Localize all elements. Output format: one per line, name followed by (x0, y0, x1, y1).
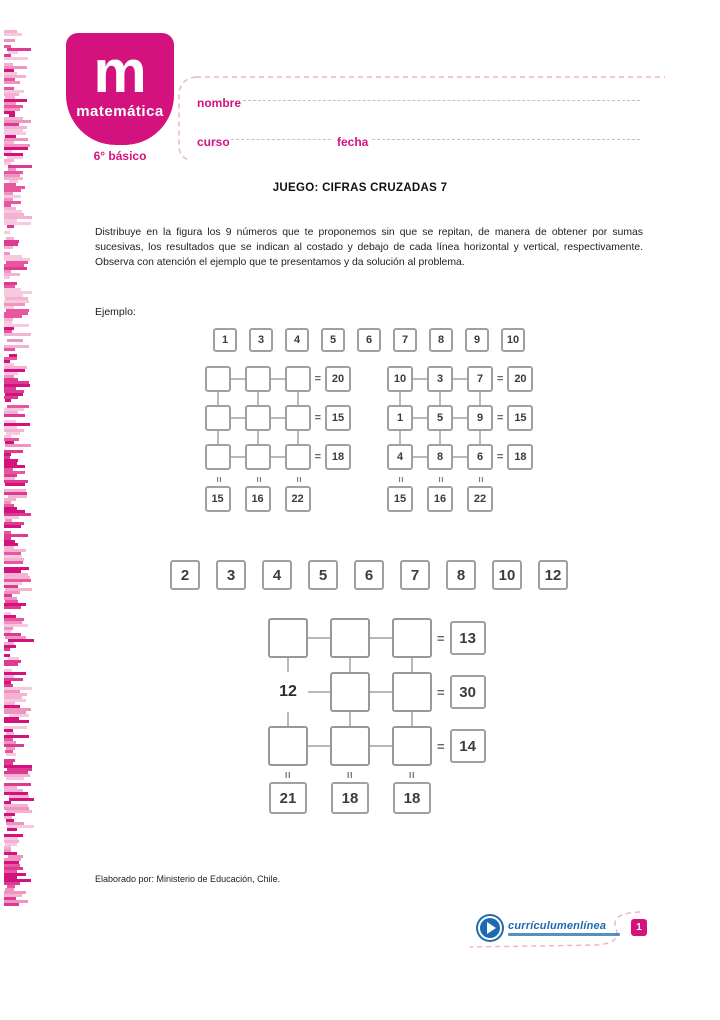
page-title: JUEGO: CIFRAS CRUZADAS 7 (272, 182, 448, 194)
grid-cell-empty (245, 444, 271, 470)
page-number: 1 (631, 919, 647, 936)
number-tile: 10 (501, 328, 525, 352)
connector (453, 417, 467, 419)
number-tile: 10 (492, 560, 522, 590)
column-equals-sign: = (474, 476, 486, 482)
grid-cell-empty (205, 405, 231, 431)
connector (271, 378, 285, 380)
col-result: 22 (467, 486, 493, 512)
answer-cell-empty (268, 618, 308, 658)
connector (308, 637, 330, 639)
col-result: 15 (387, 486, 413, 512)
number-tile: 6 (354, 560, 384, 590)
row-result: 14 (450, 729, 486, 763)
date-label: fecha (337, 135, 369, 149)
equals-sign: = (497, 412, 504, 424)
grid-cell: 1 (387, 405, 413, 431)
row-result: 30 (450, 675, 486, 709)
instructions-text: Distribuye en la figura los 9 números que te proponemos sin que se repitan, de manera de obtener por sumas sucesivas, los resultados que se indican al costado y debajo de cada línea horizontal y vertical, respectivamente. Observa con atención el ejemplo que te presentamos y da solución al problema. (95, 227, 643, 268)
column-equals-row (387, 472, 533, 486)
row-result: 13 (450, 621, 486, 655)
column-equals-sign: = (342, 771, 357, 779)
number-tile: 7 (400, 560, 430, 590)
answer-cell-empty (392, 726, 432, 766)
connector-row (387, 392, 533, 405)
answer-cell-empty (392, 618, 432, 658)
credit-text: Elaborado por: Ministerio de Educación, Chile. (95, 874, 281, 884)
number-tile: 6 (357, 328, 381, 352)
number-tile: 3 (249, 328, 273, 352)
grid-cell: 5 (427, 405, 453, 431)
grid-cell: 7 (467, 366, 493, 392)
connector (231, 417, 245, 419)
answer-cell-empty (392, 672, 432, 712)
grid-cell: 8 (427, 444, 453, 470)
column-equals-sign: = (280, 771, 295, 779)
row-result: 20 (507, 366, 533, 392)
number-tile: 8 (429, 328, 453, 352)
column-equals-sign: = (404, 771, 419, 779)
course-write-line (231, 138, 331, 140)
col-result: 18 (331, 782, 369, 814)
equals-sign: = (437, 738, 445, 754)
equals-sign: = (314, 451, 321, 463)
course-label: curso (197, 135, 230, 149)
connector (413, 417, 427, 419)
number-tile: 3 (216, 560, 246, 590)
number-tile: 4 (285, 328, 309, 352)
name-label: nombre (197, 96, 242, 110)
connector (271, 417, 285, 419)
connector (308, 691, 330, 693)
example-number-row (95, 328, 643, 352)
number-tile: 7 (393, 328, 417, 352)
logo-text: currículumenlínea (508, 920, 607, 932)
connector (370, 691, 392, 693)
number-tile: 5 (321, 328, 345, 352)
connector (231, 456, 245, 458)
column-equals-row (205, 472, 351, 486)
grid-cell: 4 (387, 444, 413, 470)
column-equals-sign: = (394, 476, 406, 482)
column-equals-sign: = (252, 476, 264, 482)
column-equals-sign: = (434, 476, 446, 482)
row-result: 18 (507, 444, 533, 470)
grid-cell-empty (245, 366, 271, 392)
curriculum-en-linea-logo (478, 916, 620, 940)
grid-cell-empty (285, 405, 311, 431)
grid-cell: 6 (467, 444, 493, 470)
number-tile: 1 (213, 328, 237, 352)
col-result: 16 (427, 486, 453, 512)
grade-label: 6° básico (93, 149, 147, 163)
equals-sign: = (497, 373, 504, 385)
grid-cell-empty (205, 444, 231, 470)
math-logo-badge (66, 33, 174, 145)
grid-cell: 9 (467, 405, 493, 431)
connector-row (268, 658, 486, 672)
decorative-edge-pattern (4, 30, 34, 910)
connector (370, 637, 392, 639)
connector (231, 378, 245, 380)
number-tile: 9 (465, 328, 489, 352)
row-result: 15 (507, 405, 533, 431)
connector (413, 378, 427, 380)
number-tile: 2 (170, 560, 200, 590)
example-solved-grid (387, 366, 533, 512)
connector-row (268, 712, 486, 726)
example-empty-grid (205, 366, 351, 512)
col-result: 16 (245, 486, 271, 512)
connector-row (205, 392, 351, 405)
logo-underline (508, 933, 620, 936)
answer-cell-empty (268, 726, 308, 766)
number-tile: 8 (446, 560, 476, 590)
connector-row (387, 431, 533, 444)
play-icon (478, 916, 502, 940)
col-result: 22 (285, 486, 311, 512)
connector (308, 745, 330, 747)
number-tile: 4 (262, 560, 292, 590)
column-results-row (205, 486, 351, 512)
connector (453, 456, 467, 458)
grid-cell: 10 (387, 366, 413, 392)
row-result: 20 (325, 366, 351, 392)
example-grids (95, 366, 643, 512)
problem-grid (268, 618, 486, 814)
equals-sign: = (497, 451, 504, 463)
equals-sign: = (437, 684, 445, 700)
column-equals-sign: = (212, 476, 224, 482)
col-result: 15 (205, 486, 231, 512)
grid-cell: 3 (427, 366, 453, 392)
equals-sign: = (314, 412, 321, 424)
column-results-row (387, 486, 533, 512)
connector (413, 456, 427, 458)
given-number: 12 (279, 683, 297, 700)
answer-cell-empty (330, 672, 370, 712)
grid-cell-empty (245, 405, 271, 431)
col-result: 21 (269, 782, 307, 814)
connector (370, 745, 392, 747)
col-result: 18 (393, 782, 431, 814)
grid-cell-empty (285, 366, 311, 392)
row-result: 15 (325, 405, 351, 431)
equals-sign: = (314, 373, 321, 385)
column-equals-row (268, 768, 486, 782)
answer-cell-empty (330, 618, 370, 658)
logo-subject: matemática (76, 103, 164, 120)
number-tile: 12 (538, 560, 568, 590)
equals-sign: = (437, 630, 445, 646)
number-tile: 5 (308, 560, 338, 590)
connector-row (205, 431, 351, 444)
date-write-line (372, 138, 640, 140)
grid-cell-empty (285, 444, 311, 470)
example-label: Ejemplo: (95, 306, 136, 318)
row-result: 18 (325, 444, 351, 470)
name-write-line (243, 99, 640, 101)
connector (453, 378, 467, 380)
column-equals-sign: = (292, 476, 304, 482)
logo-letter: m (93, 38, 147, 105)
answer-cell-empty (330, 726, 370, 766)
column-results-row (268, 782, 486, 814)
problem-number-row (95, 560, 643, 590)
grid-cell-empty (205, 366, 231, 392)
connector (271, 456, 285, 458)
